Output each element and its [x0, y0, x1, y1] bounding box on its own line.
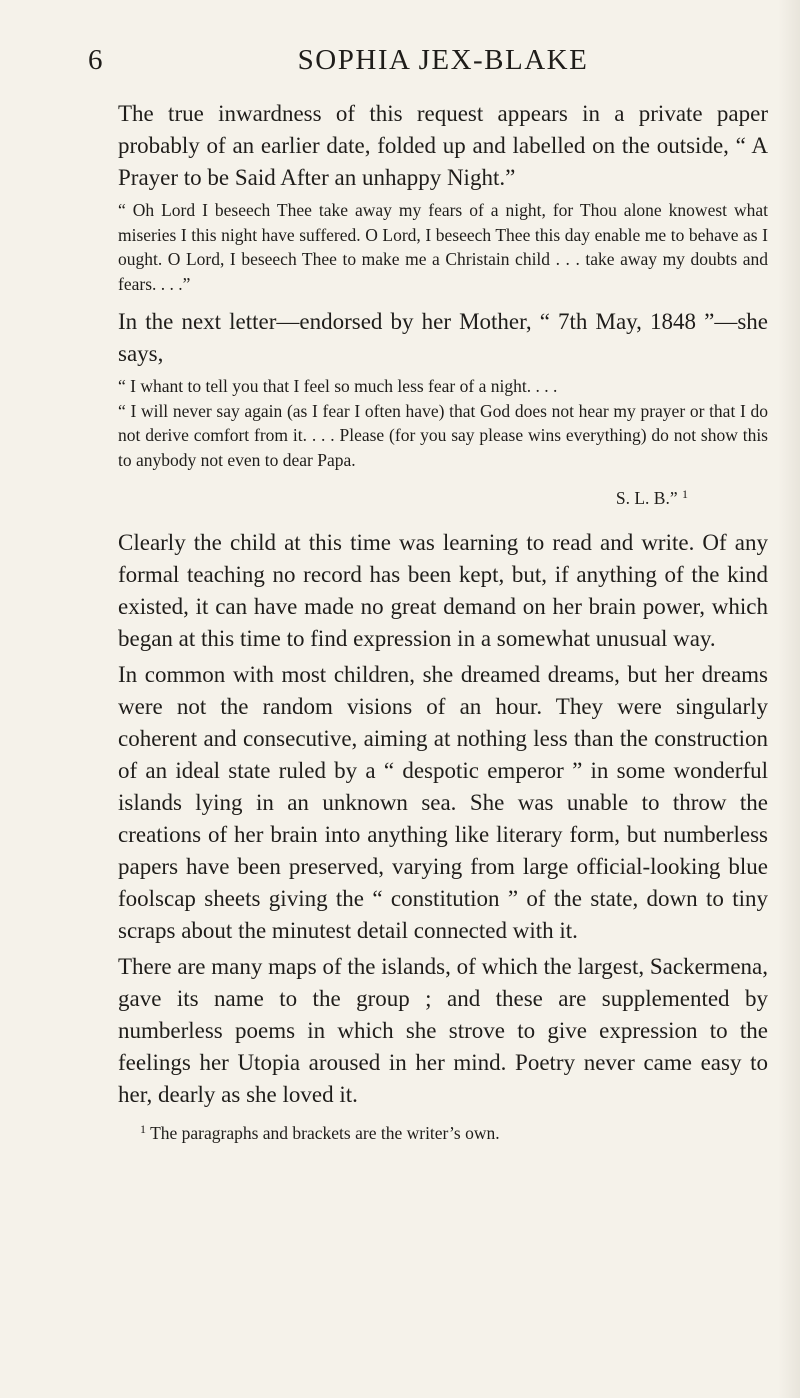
- running-head: SOPHIA JEX-BLAKE: [297, 44, 589, 76]
- paragraph-4: In common with most children, she dreamed dreams, but her dreams were not the random visions of an hour. They were singularly coherent and consecutive, aiming at nothing less than the construction of an ideal state ruled by a “ despotic emperor ” in some wonderful islands lying in an unknown sea. She was unable to throw the creations of her brain into anything like literary form, but numberless papers have been preserved, varying from large official-looking blue foolscap sheets giving the “ constitution ” of the state, down to tiny scraps about the minutest detail connected with it.: [118, 661, 768, 943]
- letter-quote-line-1: “ I whant to tell you that I feel so much less fear of a night. . . .: [118, 376, 558, 396]
- prayer-quote-text: “ Oh Lord I beseech Thee take away my fears of a night, for Thou alone knowest what miseries I this night have suffered. O Lord, I beseech Thee this day enable me to behave as I ought. O Lord, I beseech Thee to make me a Christain child . . . take away my doubts and fears. . . .”: [118, 200, 768, 294]
- letter-signature: [118, 482, 768, 511]
- signature-text: S. L. B.”: [615, 488, 678, 508]
- paragraph-3: Clearly the child at this time was learning to read and write. Of any formal teaching no record has been kept, but, if anything of the kind existed, it can have made no great demand on her brain power, which began at this time to find expression in a somewhat unusual way.: [118, 529, 768, 651]
- footnote: [118, 1117, 768, 1145]
- footnote-mark: 1: [140, 1121, 146, 1136]
- page-number: 6: [88, 44, 103, 76]
- paragraph-1: The true inwardness of this request appears in a private paper probably of an earlier date, folded up and labelled on the outside, “ A Prayer to be Said After an unhappy Night.”: [118, 101, 768, 190]
- page-header: [88, 44, 768, 84]
- prayer-quote: [118, 198, 768, 296]
- paragraph-5: There are many maps of the islands, of which the largest, Sackermena, gave its name to the group ; and these are supplemented by numberless poems in which she strove to give expression to the feelings her Utopia aroused in her mind. Poetry never came easy to her, dearly as she loved it.: [118, 953, 768, 1107]
- footnote-text: The paragraphs and brackets are the writer’s own.: [150, 1122, 500, 1143]
- body-text: [118, 98, 768, 1145]
- paragraph-2: In the next letter—endorsed by her Mother, “ 7th May, 1848 ”—she says,: [118, 309, 768, 366]
- footnote-reference: 1: [682, 487, 688, 501]
- letter-quote-line-2: “ I will never say again (as I fear I often have) that God does not hear my prayer or that I do not derive comfort from it. . . . Please (for you say please wins everything) do not show this to anybody not even to dear Papa.: [118, 400, 768, 470]
- page-edge-shadow: [778, 0, 800, 1398]
- letter-quote: [118, 374, 768, 472]
